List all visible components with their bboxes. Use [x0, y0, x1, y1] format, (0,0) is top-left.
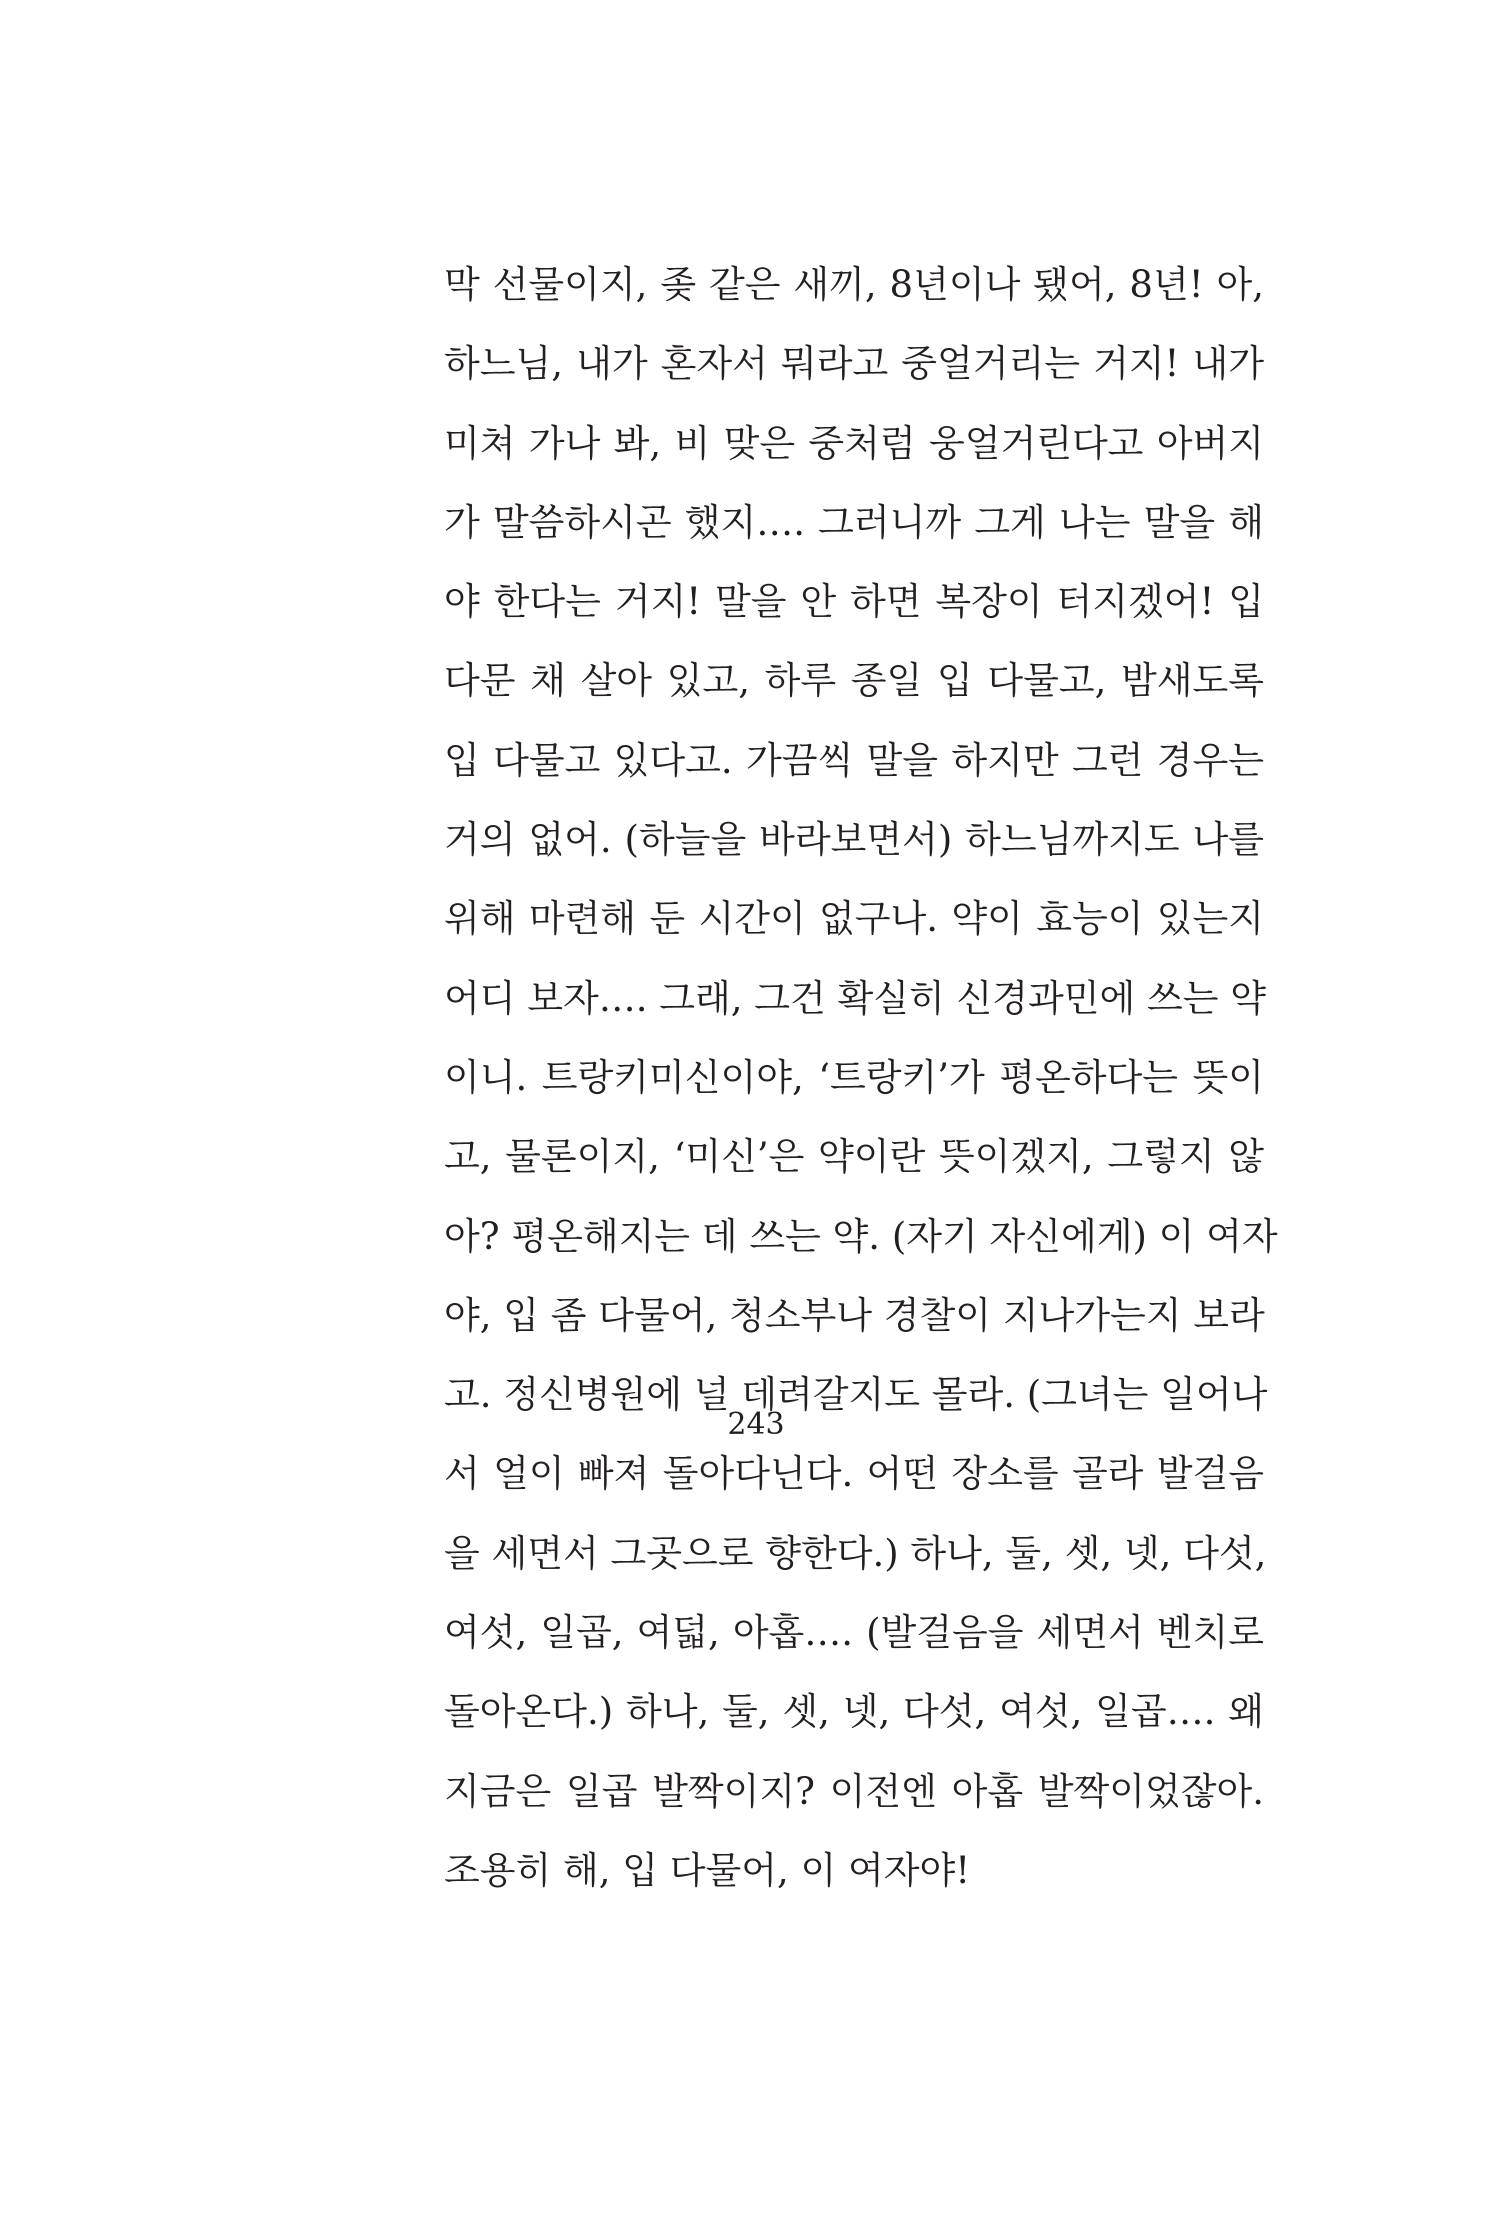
text-line: 미쳐 가나 봐, 비 맞은 중처럼 웅얼거린다고 아버지 — [444, 421, 1264, 465]
text-line: 고, 물론이지, ‘미신’은 약이란 뜻이겠지, 그렇지 않 — [444, 1135, 1264, 1179]
text-line: 위해 마련해 둔 시간이 없구나. 약이 효능이 있는지 — [444, 897, 1264, 941]
text-line: 어디 보자…. 그래, 그건 확실히 신경과민에 쓰는 약 — [444, 976, 1266, 1020]
text-line: 하느님, 내가 혼자서 뭐라고 중얼거리는 거지! 내가 — [444, 342, 1264, 386]
text-line: 서 얼이 빠져 돌아다닌다. 어떤 장소를 골라 발걸음 — [444, 1452, 1264, 1496]
text-line: 조용히 해, 입 다물어, 이 여자야! — [444, 1848, 971, 1892]
text-line: 거의 없어. (하늘을 바라보면서) 하느님까지도 나를 — [444, 818, 1264, 862]
text-line: 여섯, 일곱, 여덟, 아홉…. (발걸음을 세면서 벤치로 — [444, 1611, 1264, 1655]
text-line: 돌아온다.) 하나, 둘, 셋, 넷, 다섯, 여섯, 일곱…. 왜 — [444, 1690, 1264, 1734]
text-line: 다문 채 살아 있고, 하루 종일 입 다물고, 밤새도록 — [444, 659, 1264, 703]
text-line: 야 한다는 거지! 말을 안 하면 복장이 터지겠어! 입 — [444, 580, 1264, 624]
text-line: 아? 평온해지는 데 쓰는 약. (자기 자신에게) 이 여자 — [444, 1214, 1278, 1258]
text-line: 야, 입 좀 다물어, 청소부나 경찰이 지나가는지 보라 — [444, 1293, 1265, 1337]
text-line: 지금은 일곱 발짝이지? 이전엔 아홉 발짝이었잖아. — [444, 1769, 1264, 1813]
page-number: 243 — [727, 1407, 785, 1442]
text-line: 입 다물고 있다고. 가끔씩 말을 하지만 그런 경우는 — [444, 738, 1264, 782]
body-text — [444, 245, 1278, 1910]
text-line: 고. 정신병원에 널 데려갈지도 몰라. (그녀는 일어나 — [444, 1373, 1268, 1417]
text-line: 막 선물이지, 좆 같은 새끼, 8년이나 됐어, 8년! 아, — [444, 263, 1264, 306]
text-line: 가 말씀하시곤 했지…. 그러니까 그게 나는 말을 해 — [444, 500, 1264, 544]
text-line: 이니. 트랑키미신이야, ‘트랑키’가 평온하다는 뜻이 — [444, 1055, 1264, 1099]
text-line: 을 세면서 그곳으로 향한다.) 하나, 둘, 셋, 넷, 다섯, — [444, 1531, 1267, 1575]
